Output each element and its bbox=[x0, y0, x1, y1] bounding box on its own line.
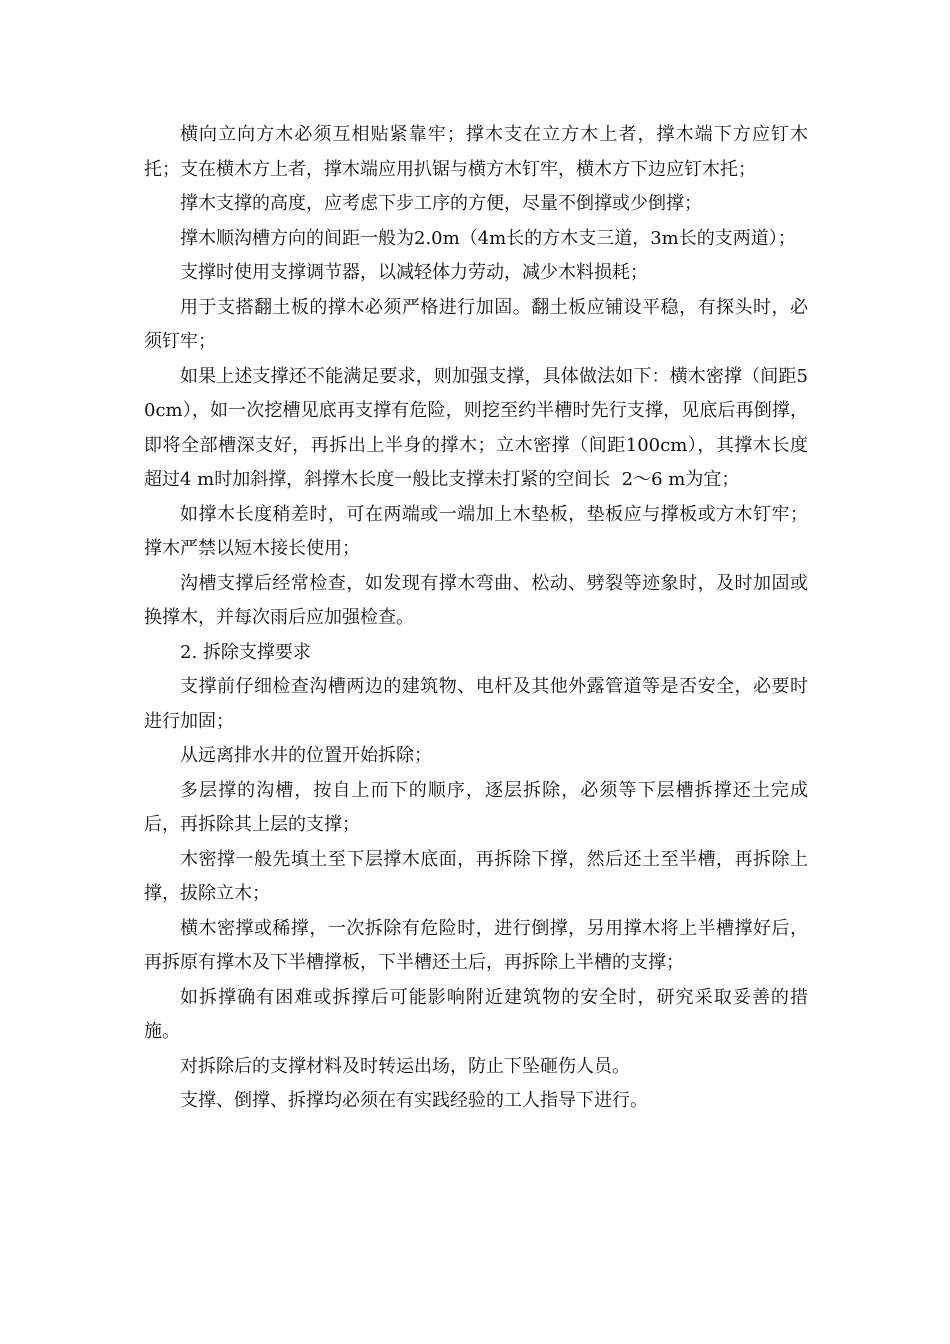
paragraph-multilayer-removal: 多层撑的沟槽，按自上而下的顺序，逐层拆除，必须等下层槽拆撑还土完成后，再拆除其上层的支撑； bbox=[144, 779, 808, 835]
paragraph-horizontal-removal: 横木密撑或稀撑，一次拆除有危险时，进行倒撑，另用撑木将上半槽撑好后，再拆原有撑木及下半槽撑板，下半槽还土后，再拆除上半槽的支撑； bbox=[144, 917, 808, 973]
paragraph-soil-board-reinforcement: 用于支搭翻土板的撑木必须严格进行加固。翻土板应铺设平稳，有探头时，必须钉牢； bbox=[144, 296, 808, 352]
paragraph-supervision: 支撑、倒撑、拆撑均必须在有实践经验的工人指导下进行。 bbox=[180, 1090, 648, 1111]
paragraph-removal-start-point: 从远离排水井的位置开始拆除； bbox=[180, 745, 432, 766]
paragraph-adjuster-usage: 支撑时使用支撑调节器，以减轻体力劳动，减少木料损耗； bbox=[180, 262, 648, 283]
paragraph-short-brace-handling: 如撑木长度稍差时，可在两端或一端加上木垫板，垫板应与撑板或方木钉牢；撑木严禁以短木接长使用； bbox=[144, 503, 808, 559]
document-body bbox=[144, 118, 808, 1119]
paragraph-dense-vertical-removal: 木密撑一般先填土至下层撑木底面，再拆除下撑，然后还土至半槽，再拆除上撑，拔除立木； bbox=[144, 848, 808, 904]
paragraph-regular-inspection: 沟槽支撑后经常检查，如发现有撑木弯曲、松动、劈裂等迹象时，及时加固或换撑木，并每次雨后应加强检查。 bbox=[144, 572, 808, 628]
section-heading-removal-requirements: 2. 拆除支撑要求 bbox=[180, 641, 311, 663]
paragraph-difficult-removal: 如拆撑确有困难或拆撑后可能影响附近建筑物的安全时，研究采取妥善的措施。 bbox=[144, 986, 808, 1042]
paragraph-brace-fixing: 横向立向方木必须互相贴紧靠牢；撑木支在立方木上者，撑木端下方应钉木托；支在横木方上者，撑木端应用扒锯与横方木钉牢，横木方下边应钉木托； bbox=[144, 124, 808, 180]
paragraph-strengthened-support: 如果上述支撑还不能满足要求，则加强支撑，具体做法如下：横木密撑（间距50cm），如一次挖槽见底再支撑有危险，则挖至约半槽时先行支撑，见底后再倒撑，即将全部槽深支好，再拆出上半身的撑木；立木密撑（间距100cm），其撑木长度超过4 m时加斜撑，斜撑木长度一般比支撑未打紧的空间长 2～6 m为宜； bbox=[144, 365, 808, 490]
paragraph-material-transport: 对拆除后的支撑材料及时转运出场，防止下坠砸伤人员。 bbox=[180, 1055, 630, 1077]
paragraph-brace-spacing: 撑木顺沟槽方向的间距一般为2.0m（4m长的方木支三道，3m长的支两道）； bbox=[180, 227, 796, 249]
paragraph-brace-height: 撑木支撑的高度，应考虑下步工序的方便，尽量不倒撑或少倒撑； bbox=[180, 193, 702, 214]
paragraph-pre-removal-check: 支撑前仔细检查沟槽两边的建筑物、电杆及其他外露管道等是否安全，必要时进行加固； bbox=[144, 676, 808, 732]
